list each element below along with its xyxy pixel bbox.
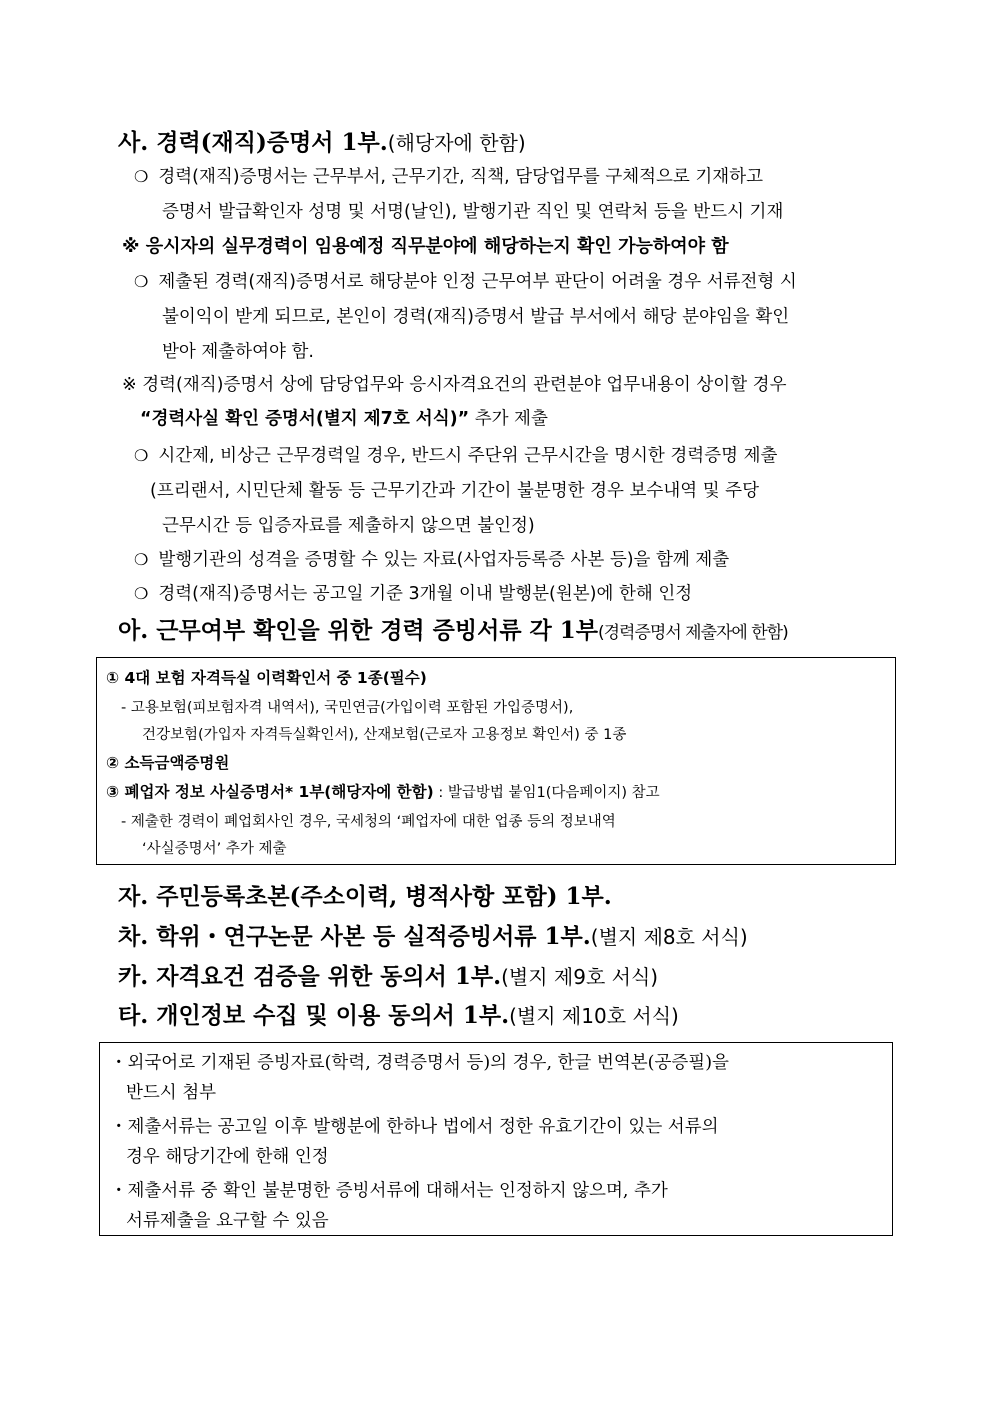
- bullet-continuation: 근무시간 등 입증자료를 제출하지 않으면 불인정): [162, 516, 535, 536]
- notice-box: [99, 1042, 893, 1236]
- bullet-continuation: 불이익이 받게 되므로, 본인이 경력(재직)증명서 발급 부서에서 해당 분야임을 확인: [162, 307, 790, 327]
- notice-line: 반드시 첨부: [126, 1083, 217, 1103]
- box-subitem: - 고용보험(피보험자격 내역서), 국민연금(가입이력 포함된 가입증명서),: [121, 700, 574, 716]
- box-subitem: - 제출한 경력이 폐업회사인 경우, 국세청의 ‘폐업자에 대한 업종 등의 정보내역: [121, 814, 616, 830]
- list-item: [134, 580, 692, 605]
- section-ka-title: 카. 자격요건 검증을 위한 동의서 1부.: [118, 963, 502, 990]
- notice-line: 서류제출을 요구할 수 있음: [126, 1211, 329, 1231]
- note-continuation: [140, 405, 548, 430]
- box-subitem: ‘사실증명서’ 추가 제출: [142, 841, 287, 857]
- notice-line: ・외국어로 기재된 증빙자료(학력, 경력증명서 등)의 경우, 한글 번역본(공증필)을: [110, 1053, 729, 1073]
- bullet-text: 경력(재직)증명서는 공고일 기준 3개월 이내 발행분(원본)에 한해 인정: [158, 584, 693, 604]
- box-item-3-title: ③ 폐업자 정보 사실증명서* 1부(해당자에 한함): [106, 783, 434, 801]
- bullet-continuation: (프리랜서, 시민단체 활동 등 근무기간과 기간이 불분명한 경우 보수내역 및 주당: [150, 481, 759, 501]
- section-a-title: 아. 근무여부 확인을 위한 경력 증빙서류 각 1부: [118, 617, 598, 644]
- section-a-tail: (경력증명서 제출자에 한함): [598, 623, 788, 643]
- box-item-3: [106, 780, 660, 802]
- bullet-text: 제출된 경력(재직)증명서로 해당분야 인정 근무여부 판단이 어려울 경우 서류전형 시: [158, 272, 797, 292]
- section-a-heading: [118, 612, 788, 645]
- section-ka-tail: (별지 제9호 서식): [501, 965, 659, 989]
- required-documents-box: [96, 657, 896, 865]
- bullet-continuation: 받아 제출하여야 함.: [162, 342, 314, 362]
- circle-bullet-icon: ❍: [134, 272, 149, 291]
- circle-bullet-icon: ❍: [134, 584, 149, 603]
- circle-bullet-icon: ❍: [134, 550, 149, 569]
- box-subitem: 건강보험(가입자 자격득실확인서), 산재보험(근로자 고용정보 확인서) 중 1종: [142, 727, 627, 743]
- bullet-text: 경력(재직)증명서는 근무부서, 근무기간, 직책, 담당업무를 구체적으로 기재하고: [158, 167, 764, 187]
- section-sa-tail: (해당자에 한함): [387, 131, 526, 155]
- section-cha-tail: (별지 제8호 서식): [590, 925, 748, 949]
- list-item: [134, 546, 729, 571]
- section-cha-heading: [118, 918, 748, 951]
- box-item-2: ② 소득금액증명원: [106, 754, 230, 772]
- bullet-text: 시간제, 비상근 근무경력일 경우, 반드시 주단위 근무시간을 명시한 경력증명 제출: [158, 446, 778, 466]
- list-item: [134, 163, 763, 188]
- section-cha-title: 차. 학위・연구논문 사본 등 실적증빙서류 1부.: [118, 923, 591, 950]
- box-item-3-rest: : 발급방법 붙임1(다음페이지) 참고: [433, 785, 660, 801]
- note-text: ※ 경력(재직)증명서 상에 담당업무와 응시자격요건의 관련분야 업무내용이 상이할 경우: [122, 375, 787, 395]
- note-rest: 추가 제출: [469, 409, 548, 429]
- bullet-continuation: 증명서 발급확인자 성명 및 서명(날인), 발행기관 직인 및 연락처 등을 반드시 기재: [162, 202, 784, 222]
- list-item: [134, 268, 797, 293]
- note-text: ※ 응시자의 실무경력이 임용예정 직무분야에 해당하는지 확인 가능하여야 함: [122, 236, 729, 257]
- notice-line: 경우 해당기간에 한해 인정: [126, 1147, 329, 1167]
- list-item: [134, 442, 777, 467]
- notice-line: ・제출서류 중 확인 불분명한 증빙서류에 대해서는 인정하지 않으며, 추가: [110, 1181, 668, 1201]
- circle-bullet-icon: ❍: [134, 167, 149, 186]
- section-sa-title: 사. 경력(재직)증명서 1부.: [118, 129, 388, 156]
- bullet-text: 발행기관의 성격을 증명할 수 있는 자료(사업자등록증 사본 등)을 함께 제출: [158, 550, 730, 570]
- notice-line: ・제출서류는 공고일 이후 발행분에 한하나 법에서 정한 유효기간이 있는 서류의: [110, 1117, 719, 1137]
- form-reference: “경력사실 확인 증명서(별지 제7호 서식)”: [140, 409, 470, 429]
- section-sa-heading: [118, 124, 526, 157]
- section-ja-heading: 자. 주민등록초본(주소이력, 병적사항 포함) 1부.: [118, 883, 612, 910]
- section-ta-heading: [118, 997, 679, 1030]
- section-ta-tail: (별지 제10호 서식): [509, 1004, 679, 1028]
- section-ka-heading: [118, 958, 658, 991]
- box-item-1: ① 4대 보험 자격득실 이력확인서 중 1종(필수): [106, 669, 427, 687]
- circle-bullet-icon: ❍: [134, 446, 149, 465]
- section-ta-title: 타. 개인정보 수집 및 이용 동의서 1부.: [118, 1002, 510, 1029]
